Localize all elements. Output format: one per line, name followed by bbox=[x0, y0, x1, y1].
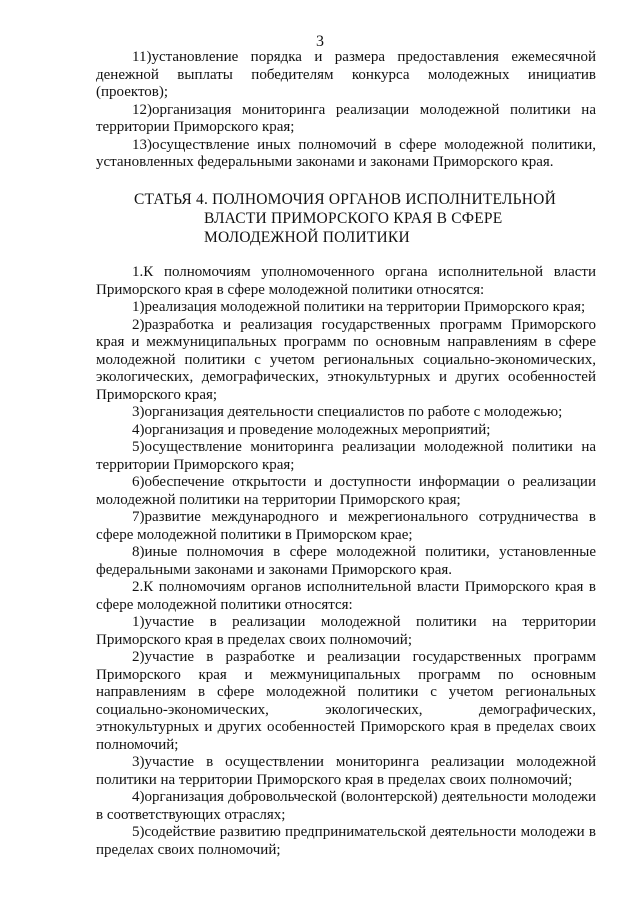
paragraph: 3)организация деятельности специалистов по работе с молодежью; bbox=[132, 404, 563, 420]
paragraph: 3)участие в осуществлении мониторинга реализации молодежной политики на территории Приморского края в пределах своих полномочий; bbox=[96, 754, 596, 788]
paragraph: 2.К полномочиям органов исполнительной власти Приморского края в сфере молодежной политики относятся: bbox=[96, 579, 596, 613]
page-number: 3 bbox=[316, 33, 324, 50]
paragraph: 5)осуществление мониторинга реализации молодежной политики на территории Приморского края; bbox=[96, 439, 596, 473]
article-title bbox=[96, 190, 596, 247]
paragraph: 5)содействие развитию предпринимательской деятельности молодежи в пределах своих полномочий; bbox=[96, 824, 596, 858]
paragraph: 4)организация и проведение молодежных мероприятий; bbox=[132, 421, 491, 438]
paragraph: 1)участие в реализации молодежной политики на территории Приморского края в пределах своих полномочий; bbox=[96, 614, 596, 648]
article-title-line: СТАТЬЯ 4. ПОЛНОМОЧИЯ ОРГАНОВ ИСПОЛНИТЕЛЬНОЙ bbox=[134, 191, 556, 208]
paragraph: 12)организация мониторинга реализации молодежной политики на территории Приморского края; bbox=[96, 101, 596, 135]
paragraph: 8)иные полномочия в сфере молодежной политики, установленные федеральными законами и законами Приморского края. bbox=[96, 544, 596, 578]
paragraph: 1.К полномочиям уполномоченного органа исполнительной власти Приморского края в сфере молодежной политики относятся: bbox=[96, 264, 596, 298]
paragraph: 2)разработка и реализация государственных программ Приморского края и межмуниципальных программ по основным направлениям в сфере молодежной политики с учетом региональных социально-экономических, экологических, демографических, этнокультурных и других особенностей Приморского края; bbox=[96, 316, 596, 403]
paragraph: 1)реализация молодежной политики на территории Приморского края; bbox=[132, 299, 586, 315]
paragraph: 4)организация добровольческой (волонтерской) деятельности молодежи в соответствующих отраслях; bbox=[96, 789, 596, 823]
top-section bbox=[96, 49, 596, 172]
paragraph: 13)осуществление иных полномочий в сфере молодежной политики, установленных федеральными законами и законами Приморского края. bbox=[96, 136, 596, 170]
paragraph: 2)участие в разработке и реализации государственных программ Приморского края и межмуниципальных программ по основным направлениям в сфере молодежной политики с учетом региональных социально-экономических, экологических, демографических, этнокультурных и других особенностей Приморского края в пределах своих полномочий; bbox=[96, 649, 596, 753]
article-title-line: МОЛОДЕЖНОЙ ПОЛИТИКИ bbox=[204, 229, 410, 246]
paragraph: 7)развитие международного и межрегионального сотрудничества в сфере молодежной политики в Приморском крае; bbox=[96, 509, 596, 543]
article-body bbox=[96, 264, 596, 859]
paragraph: 11)установление порядка и размера предоставления ежемесячной денежной выплаты победителям конкурса молодежных инициатив (проектов); bbox=[96, 49, 596, 100]
article-title-line: ВЛАСТИ ПРИМОРСКОГО КРАЯ В СФЕРЕ bbox=[204, 210, 503, 227]
paragraph: 6)обеспечение открытости и доступности информации о реализации молодежной политики на территории Приморского края; bbox=[96, 474, 596, 508]
